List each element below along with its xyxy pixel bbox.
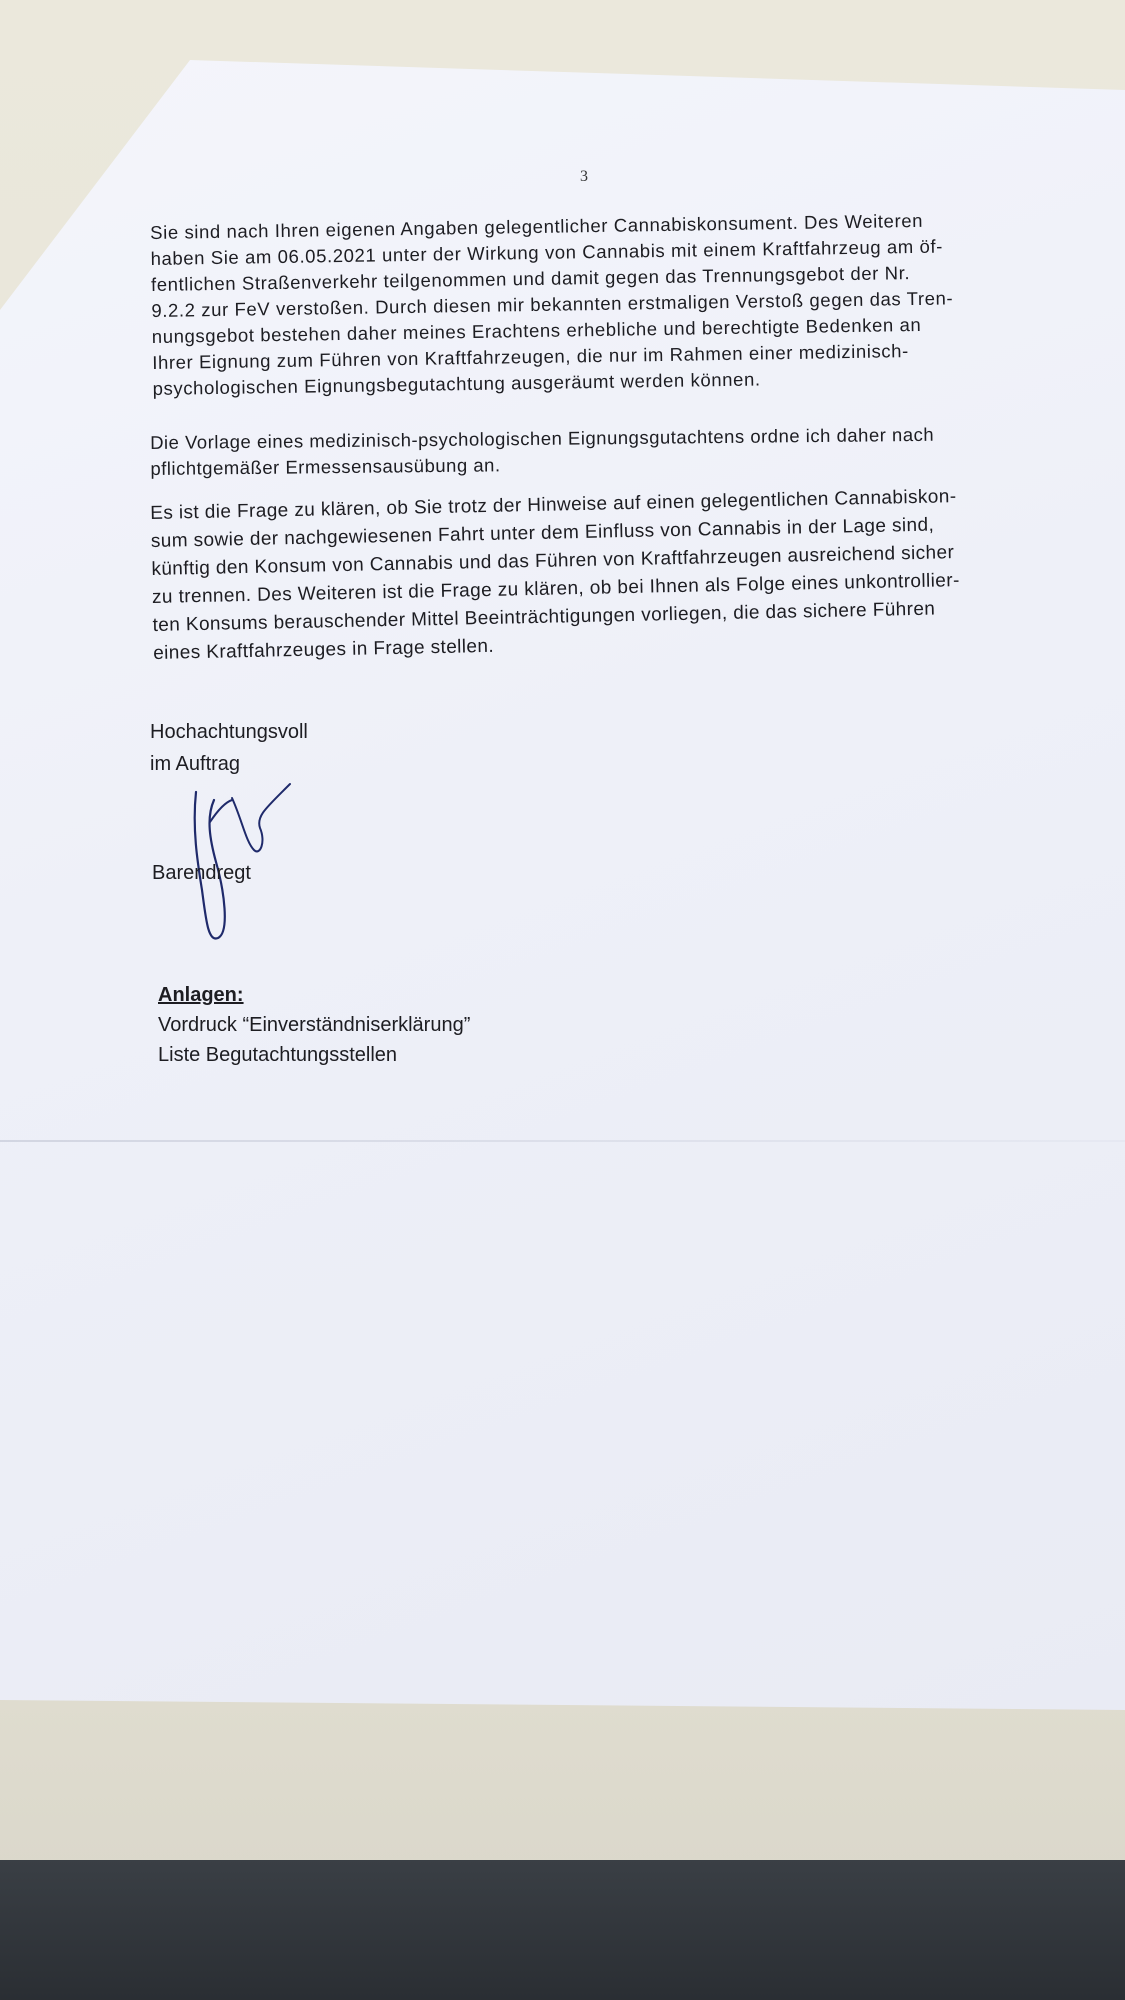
text-line: Sie sind nach Ihren eigenen Angaben gelegentlicher Cannabiskonsument. Des Weiteren (150, 209, 924, 243)
text-line: Es ist die Frage zu klären, ob Sie trotz der Hinweise auf einen gelegentlichen Cannabiskon- (150, 486, 957, 524)
text-line: nungsgebot bestehen daher meines Erachtens erhebliche und berechtigte Bedenken an (151, 313, 922, 347)
text-line: 9.2.2 zur FeV verstoßen. Durch diesen mir bekannten erstmaligen Verstoß gegen das Tren- (151, 287, 954, 321)
attachments-section (158, 980, 470, 1070)
attachment-item: Vordruck “Einverständniserklärung” (158, 1014, 471, 1036)
page-number: 3 (580, 168, 588, 185)
text-line: fentlichen Straßenverkehr teilgenommen und damit gegen das Trennungsgebot der Nr. (150, 262, 911, 295)
text-line: sum sowie der nachgewiesenen Fahrt unter dem Einfluss von Cannabis in der Lage sind, (150, 514, 935, 552)
text-line: Ihrer Eignung zum Führen von Kraftfahrzeugen, die nur im Rahmen einer medizinisch- (152, 340, 909, 373)
text-line: Die Vorlage eines medizinisch-psychologischen Eignungsgutachtens ordne ich daher nach (150, 423, 935, 453)
closing-line: Hochachtungsvoll (150, 721, 308, 743)
paragraph-assessment-order (150, 421, 1030, 482)
paragraph-cannabis-consumption (150, 206, 1023, 402)
text-line: eines Kraftfahrzeuges in Frage stellen. (152, 635, 495, 664)
signatory-name: Barendregt (152, 862, 251, 884)
paragraph-assessment-question (150, 481, 1053, 668)
attachment-item: Liste Begutachtungsstellen (158, 1044, 398, 1066)
attachments-heading: Anlagen: (158, 984, 244, 1006)
text-line: ten Konsums berauschender Mittel Beeinträchtigungen vorliegen, die das sichere Führen (152, 598, 936, 636)
text-line: psychologischen Eignungsbegutachtung ausgeräumt werden können. (152, 368, 761, 399)
paper-fold-line (0, 1140, 1125, 1142)
closing-line: im Auftrag (150, 753, 241, 775)
text-line: pflichtgemäßer Ermessensausübung an. (150, 454, 501, 479)
text-line: haben Sie am 06.05.2021 unter der Wirkung von Cannabis mit einem Kraftfahrzeug am öf- (150, 235, 944, 269)
handwritten-signature (150, 770, 310, 950)
text-line: zu trennen. Des Weiteren ist die Frage zu klären, ob bei Ihnen als Folge eines unkontrollier- (151, 570, 960, 608)
floor-background (0, 1860, 1125, 2000)
text-line: künftig den Konsum von Cannabis und das Führen von Kraftfahrzeugen ausreichend sicher (151, 542, 955, 580)
